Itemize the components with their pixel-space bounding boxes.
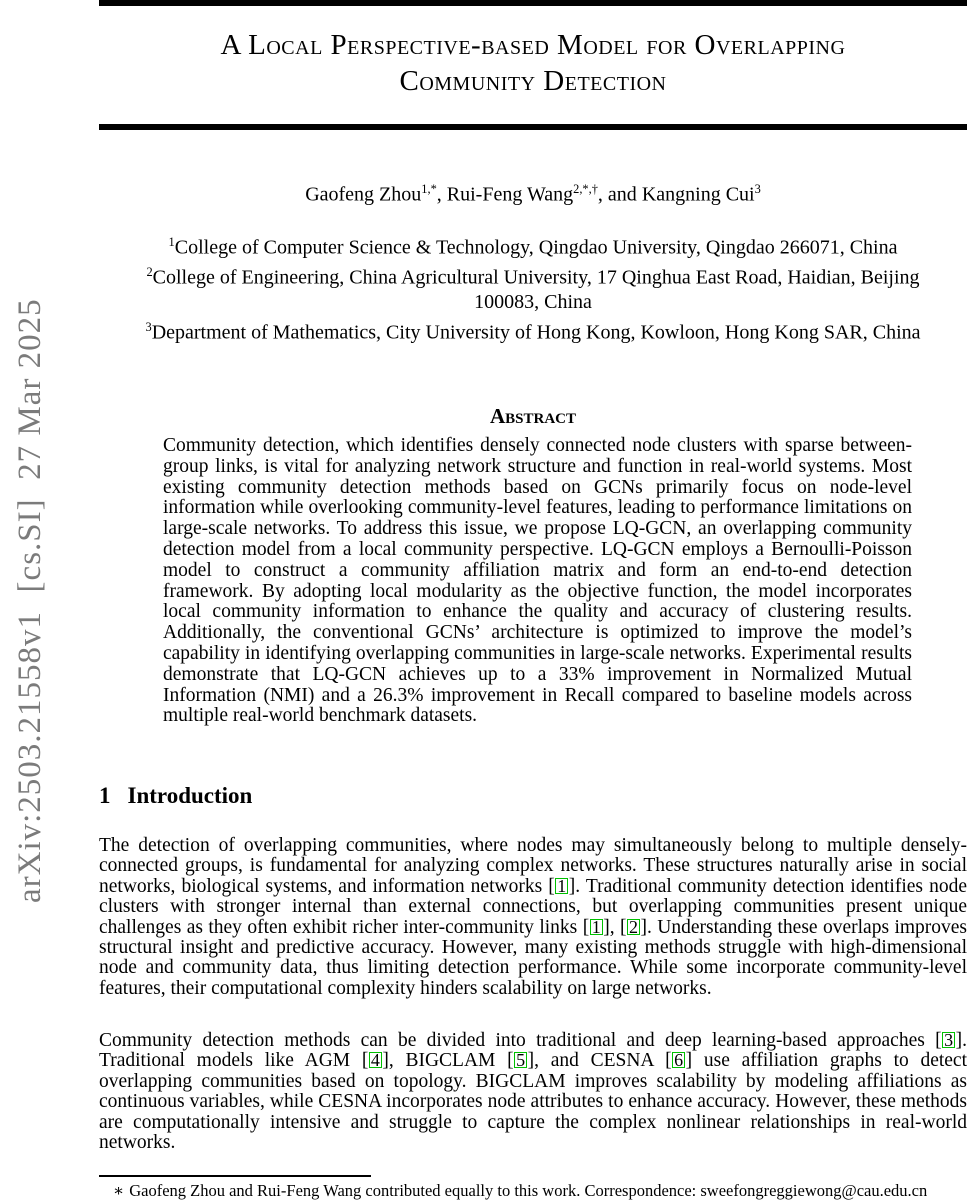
author-superscript: 2,*,† xyxy=(573,182,598,196)
author-name: Kangning Cui xyxy=(641,183,755,206)
author-superscript: 3 xyxy=(754,182,761,196)
citation-link[interactable]: 4 xyxy=(370,1050,380,1071)
affiliation-superscript: 3 xyxy=(145,319,152,334)
citation-link[interactable]: 1 xyxy=(557,875,567,896)
intro-paragraph-1: The detection of overlapping communities, where nodes may simultaneously belong to multiple densely-connected groups, is fundamental for analyzing complex networks. These structures naturally arise in social networks, biological systems, and information networks [ 1 ]. Traditional community detection identifies node clusters with stronger internal than external connections, but overlapping communities present unique challenges as they often exhibit richer inter-community links [ 1 ], [ 2 ]. Understanding these overlaps improves structural insight and predictive accuracy. However, many existing methods struggle with high-dimensional node and community data, thus limiting detection performance. While some incorporate community-level features, their computational complexity hinders scalability on large networks. xyxy=(99,835,968,999)
section-heading-introduction xyxy=(99,783,252,809)
citation-link[interactable]: 2 xyxy=(628,916,638,937)
footnote-marker: ∗ xyxy=(113,1181,125,1200)
author-name: Gaofeng Zhou xyxy=(305,183,422,206)
affiliation-text: Department of Mathematics, City University of Hong Kong, Kowloon, Hong Kong SAR, China xyxy=(151,321,921,344)
title-top-rule xyxy=(99,0,967,6)
citation-link[interactable]: 3 xyxy=(944,1030,954,1050)
author-separator: , and xyxy=(597,183,642,206)
author-separator: , xyxy=(436,183,447,206)
paper-title xyxy=(99,27,967,99)
affiliation-line xyxy=(99,315,967,345)
author-name: Rui-Feng Wang xyxy=(446,183,574,206)
title-bottom-rule xyxy=(99,124,967,130)
affiliation-superscript: 2 xyxy=(146,265,153,280)
affiliation-line xyxy=(99,260,967,315)
footnote xyxy=(99,1181,967,1200)
abstract-text: Community detection, which identifies densely connected node clusters with sparse between-group links, is vital for analyzing network structure and function in real-world systems. Most existing community detection methods based on GCNs primarily focus on node-level information while overlooking community-level features, leading to performance limitations on large-scale networks. To address this issue, we propose LQ-GCN, an overlapping community detection model from a local community perspective. LQ-GCN employs a Bernoulli-Poisson model to construct a community affiliation matrix and form an end-to-end detection framework. By adopting local modularity as the objective function, the model incorporates local community information to enhance the quality and accuracy of clustering results. Additionally, the conventional GCNs’ architecture is optimized to improve the model’s capability in identifying overlapping communities in large-scale networks. Experimental results demonstrate that LQ-GCN achieves up to a 33% improvement in Normalized Mutual Information (NMI) and a 26.3% improvement in Recall compared to baseline models across multiple real-world benchmark datasets. xyxy=(163,435,912,727)
citation-link[interactable]: 6 xyxy=(674,1050,684,1071)
citation-link[interactable]: 5 xyxy=(516,1050,526,1071)
paper-title-line2: Community Detection xyxy=(399,65,667,97)
affiliation-superscript: 1 xyxy=(168,235,175,249)
footnote-text: Gaofeng Zhou and Rui-Feng Wang contributed equally to this work. Correspondence: sweefongreggiewong@cau.edu.cn xyxy=(129,1181,928,1200)
intro-paragraph-2: Community detection methods can be divided into traditional and deep learning-based approaches [ 3 ]. Traditional models like AGM [ 4 ], BIGCLAM [ 5 ], and CESNA [ 6 ] use affiliation graphs to detect overlapping communities based on topology. BIGCLAM improves scalability by modeling affiliations as continuous variables, while CESNA incorporates node attributes to enhance accuracy. However, these methods are computationally intensive and struggle to capture the complex nonlinear relationships in real-world networks. xyxy=(99,1030,968,1154)
affiliations-block xyxy=(99,230,967,345)
section-title: Introduction xyxy=(127,783,253,808)
affiliation-text: College of Engineering, China Agricultural University, 17 Qinghua East Road, Haidian, Beijing xyxy=(152,266,920,289)
paper-title-line1: A Local Perspective-based Model for Overlapping xyxy=(220,29,846,61)
abstract-heading: Abstract xyxy=(489,404,577,428)
citation-link[interactable]: 1 xyxy=(591,916,601,937)
arxiv-watermark: arXiv:2503.21558v1 [cs.SI] 27 Mar 2025 xyxy=(12,298,48,903)
section-number: 1 xyxy=(99,783,111,808)
affiliation-line xyxy=(99,230,967,260)
footnote-rule xyxy=(99,1175,371,1177)
author-line xyxy=(99,182,967,207)
affiliation-text-wrap: 100083, China xyxy=(474,291,592,314)
author-superscript: 1,* xyxy=(421,182,437,196)
affiliation-text: College of Computer Science & Technology, Qingdao University, Qingdao 266071, China xyxy=(174,236,898,259)
